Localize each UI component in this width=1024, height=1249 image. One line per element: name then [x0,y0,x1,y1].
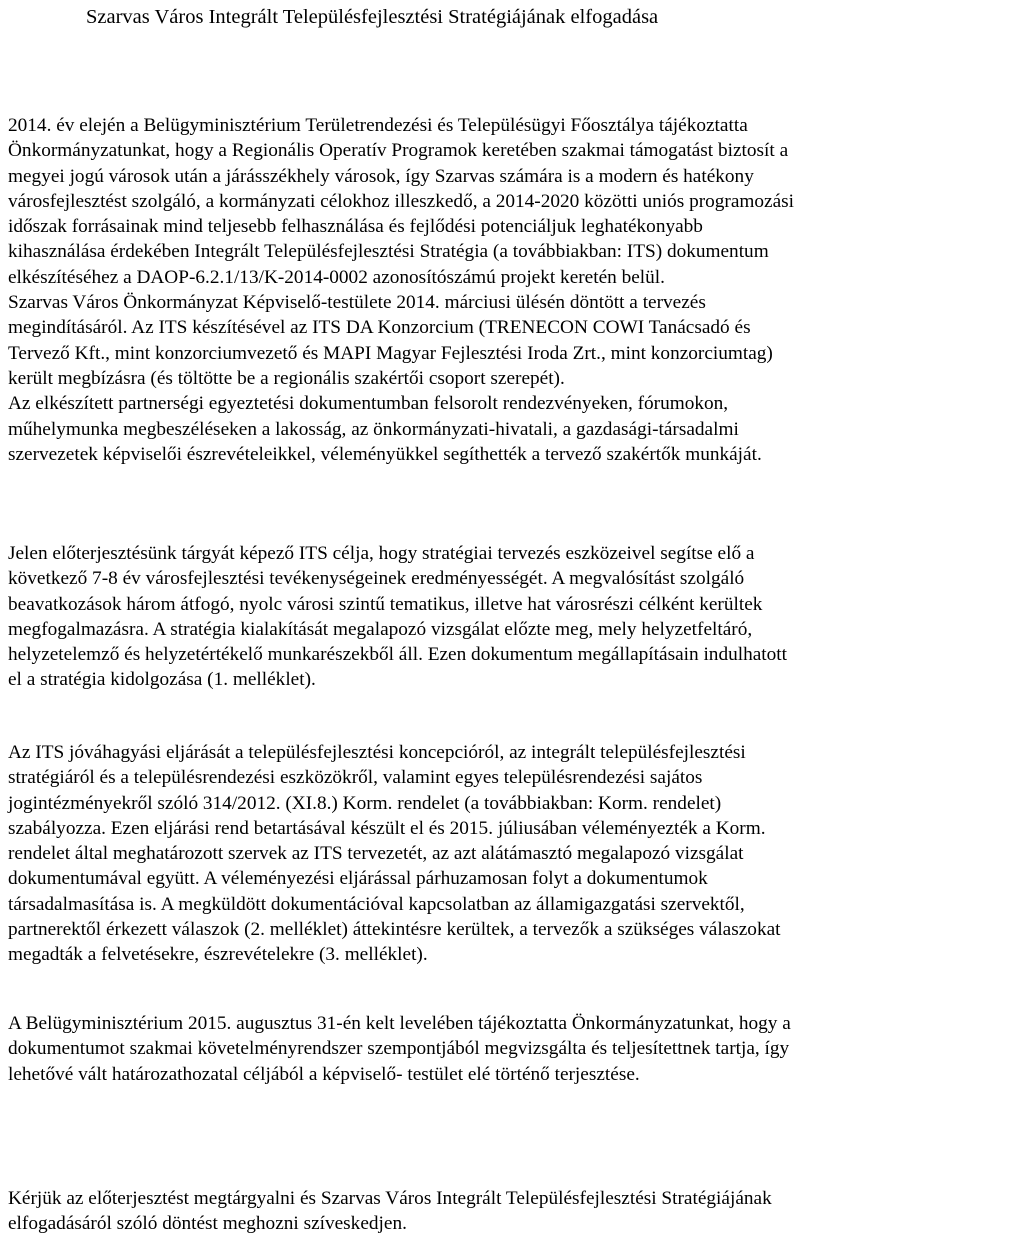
text-line: következő 7-8 év városfejlesztési tevékenységeinek eredményességét. A megvalósítást szolgáló [8,568,745,590]
text-line: kihasználása érdekében Integrált Településfejlesztési Stratégia (a továbbiakban: ITS) dokumentum [8,241,769,263]
text-line: időszak forrásainak mind teljesebb felhasználása és fejlődési potenciáljuk leghatékonyabb [8,216,703,238]
text-line: megindításáról. Az ITS készítésével az ITS DA Konzorcium (TRENECON COWI Tanácsadó és [8,317,751,339]
text-line: beavatkozások három átfogó, nyolc városi szintű tematikus, illetve hat városrészi célként kerültek [8,593,763,615]
text-line: rendelet által meghatározott szervek az ITS tervezetét, az azt alátámasztó megalapozó vizsgálat [8,843,744,865]
text-line: került megbízásra (és töltötte be a regionális szakértői csoport szerepét). [8,367,565,389]
text-line: stratégiáról és a településrendezési eszközökről, valamint egyes településrendezési sajátos [8,767,703,789]
text-line: lehetővé vált határozathozatal céljából a képviselő- testület elé történő terjesztése. [8,1063,640,1085]
text-line: megadták a felvetésekre, észrevételekre (3. melléklet). [8,944,428,966]
text-line: Önkormányzatunkat, hogy a Regionális Operatív Programok keretében szakmai támogatást biztosít a [8,140,789,162]
text-line: Az elkészített partnerségi egyeztetési dokumentumban felsorolt rendezvényeken, fórumokon, [8,393,729,415]
text-line: műhelymunka megbeszéléseken a lakosság, az önkormányzati-hivatali, a gazdasági-társadalmi [8,418,739,440]
text-line: el a stratégia kidolgozása (1. melléklet). [8,669,316,691]
text-line: megyei jogú városok után a járásszékhely városok, így Szarvas számára is a modern és hatékony [8,165,754,187]
paragraph-request [8,1186,1020,1237]
document-title: Szarvas Város Integrált Településfejlesztési Stratégiájának elfogadása [86,6,659,28]
text-line: Szarvas Város Önkormányzat Képviselő-testülete 2014. márciusi ülésén döntött a tervezés [8,292,706,314]
paragraph-approval-procedure [8,740,1020,968]
text-line: A Belügyminisztérium 2015. augusztus 31-én kelt levelében tájékoztatta Önkormányzatunkat, hogy a [8,1013,791,1034]
text-line: Tervező Kft., mint konzorciumvezető és MAPI Magyar Fejlesztési Iroda Zrt., mint konzorciumtag) [8,342,773,364]
text-line: elkészítéséhez a DAOP-6.2.1/13/K-2014-0002 azonosítószámú projekt keretén belül. [8,266,665,288]
text-line: jogintézményekről szóló 314/2012. (XI.8.) Korm. rendelet (a továbbiakban: Korm. rendelet) [8,792,722,814]
paragraph-its-goal [8,541,1020,693]
text-line: városfejlesztést szolgáló, a kormányzati célokhoz illeszkedő, a 2014-2020 közötti uniós programozási [8,190,795,212]
text-line: Jelen előterjesztésünk tárgyát képező ITS célja, hogy stratégiai tervezés eszközeivel segítse elő a [8,543,755,564]
text-line: szervezetek képviselői észrevételeikkel, véleményükkel segíthették a tervező szakértők munkáját. [8,443,762,465]
text-line: szabályozza. Ezen eljárási rend betartásával készült el és 2015. júliusában véleményezték a Korm. [8,817,766,839]
paragraph-ministry-letter [8,1011,1020,1087]
paragraph-background [8,113,1020,467]
text-line: elfogadásáról szóló döntést meghozni szíveskedjen. [8,1213,407,1235]
text-line: 2014. év elején a Belügyminisztérium Területrendezési és Településügyi Főosztálya tájékoztatta [8,115,748,136]
text-line: dokumentumával együtt. A véleményezési eljárással párhuzamosan folyt a dokumentumok [8,868,708,890]
text-line: Kérjük az előterjesztést megtárgyalni és Szarvas Város Integrált Településfejlesztési Stratégiájának [8,1188,772,1209]
text-line: partnerektől érkezett válaszok (2. melléklet) áttekintésre kerültek, a tervezők a szükséges válaszokat [8,919,781,941]
text-line: helyzetelemző és helyzetértékelő munkarészekből áll. Ezen dokumentum megállapításain indulhatott [8,644,787,666]
text-line: Az ITS jóváhagyási eljárását a településfejlesztési koncepcióról, az integrált településfejlesztési [8,742,746,763]
text-line: társadalmasítása is. A megküldött dokumentációval kapcsolatban az államigazgatási szervektől, [8,893,745,915]
text-line: megfogalmazásra. A stratégia kialakítását megalapozó vizsgálat előzte meg, mely helyzetfeltáró, [8,618,753,640]
text-line: dokumentumot szakmai követelményrendszer szempontjából megvizsgálta és teljesítettnek tartja, így [8,1038,790,1060]
